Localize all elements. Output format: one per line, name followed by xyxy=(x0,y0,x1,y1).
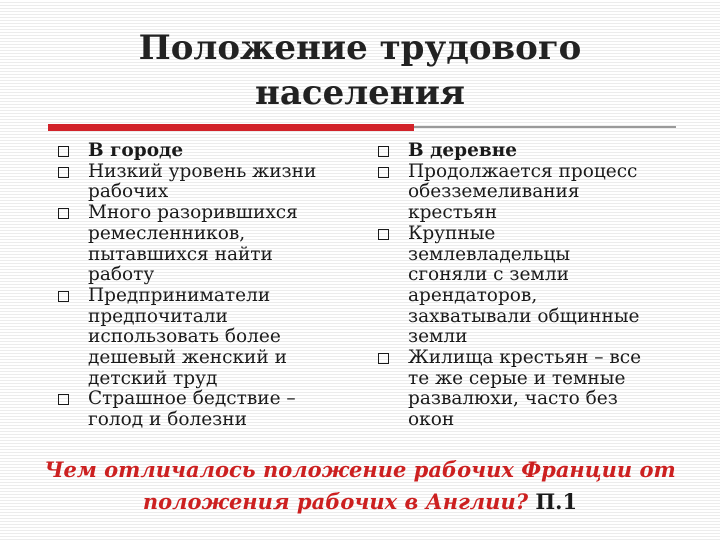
left-column-item xyxy=(58,162,348,203)
hollow-square-bullet-icon xyxy=(58,146,69,157)
left-column-item xyxy=(58,286,348,390)
left-column-list xyxy=(58,141,348,431)
right-column-item-line: крестьян xyxy=(408,202,498,224)
left-column-item-line: Много разорившихся xyxy=(88,202,298,224)
right-column-item xyxy=(378,162,678,224)
paragraph-reference: П.1 xyxy=(535,489,578,514)
hollow-square-bullet-icon xyxy=(378,353,389,364)
left-column-item-line: пытавшихся найти xyxy=(88,243,273,265)
hollow-square-bullet-icon xyxy=(378,167,389,178)
title-underline-red xyxy=(48,124,414,131)
right-column-item-line: развалюхи, часто без xyxy=(408,388,618,410)
left-column-item-line: детский труд xyxy=(88,367,218,389)
hollow-square-bullet-icon xyxy=(58,291,69,302)
left-column-item xyxy=(58,141,348,162)
right-column-item-line: земли xyxy=(408,326,468,348)
question-line-2 xyxy=(30,487,690,517)
left-column-item-line: В городе xyxy=(88,140,184,161)
right-column-item xyxy=(378,141,678,162)
right-column-item-line: обезземеливания xyxy=(408,181,580,203)
right-column-item-line: те же серые и темные xyxy=(408,367,626,389)
right-column-item-line: землевладельцы xyxy=(408,243,571,265)
question-line-1: Чем отличалось положение рабочих Франции от xyxy=(44,457,676,482)
left-column-item-line: Страшное бедствие – xyxy=(88,388,296,410)
slide-title xyxy=(90,26,630,116)
left-column-item-line: использовать более xyxy=(88,326,281,348)
left-column-item-line: предпочитали xyxy=(88,305,228,327)
left-column-item-line: Низкий уровень жизни xyxy=(88,160,317,182)
right-column-item-line: сгоняли с земли xyxy=(408,264,569,286)
right-column-item xyxy=(378,348,678,431)
left-column-item-line: ремесленников, xyxy=(88,222,246,244)
hollow-square-bullet-icon xyxy=(58,167,69,178)
left-column-item xyxy=(58,203,348,286)
title-line-1: Положение трудового xyxy=(138,28,582,68)
hollow-square-bullet-icon xyxy=(58,394,69,405)
question-text: положения рабочих в Англии? xyxy=(142,489,529,514)
left-column-item-line: работу xyxy=(88,264,155,286)
right-column-item-line: Продолжается процесс xyxy=(408,160,638,182)
left-column-item-line: дешевый женский и xyxy=(88,347,287,369)
title-line-2: населения xyxy=(254,73,466,113)
hollow-square-bullet-icon xyxy=(58,208,69,219)
right-column-item-line: В деревне xyxy=(408,140,518,161)
left-column-item-line: Предприниматели xyxy=(88,284,271,306)
right-column-item-line: захватывали общинные xyxy=(408,305,640,327)
hollow-square-bullet-icon xyxy=(378,229,389,240)
left-column-item-line: голод и болезни xyxy=(88,409,247,431)
left-column-item xyxy=(58,389,348,430)
right-column-item-line: Крупные xyxy=(408,222,496,244)
right-column-item-line: окон xyxy=(408,409,455,431)
left-column-item-line: рабочих xyxy=(88,181,169,203)
right-column-list xyxy=(378,141,678,431)
right-column-item xyxy=(378,224,678,348)
right-column-item-line: Жилища крестьян – все xyxy=(408,347,642,369)
title-underline-gray xyxy=(414,126,676,128)
hollow-square-bullet-icon xyxy=(378,146,389,157)
right-column-item-line: арендаторов, xyxy=(408,284,538,306)
